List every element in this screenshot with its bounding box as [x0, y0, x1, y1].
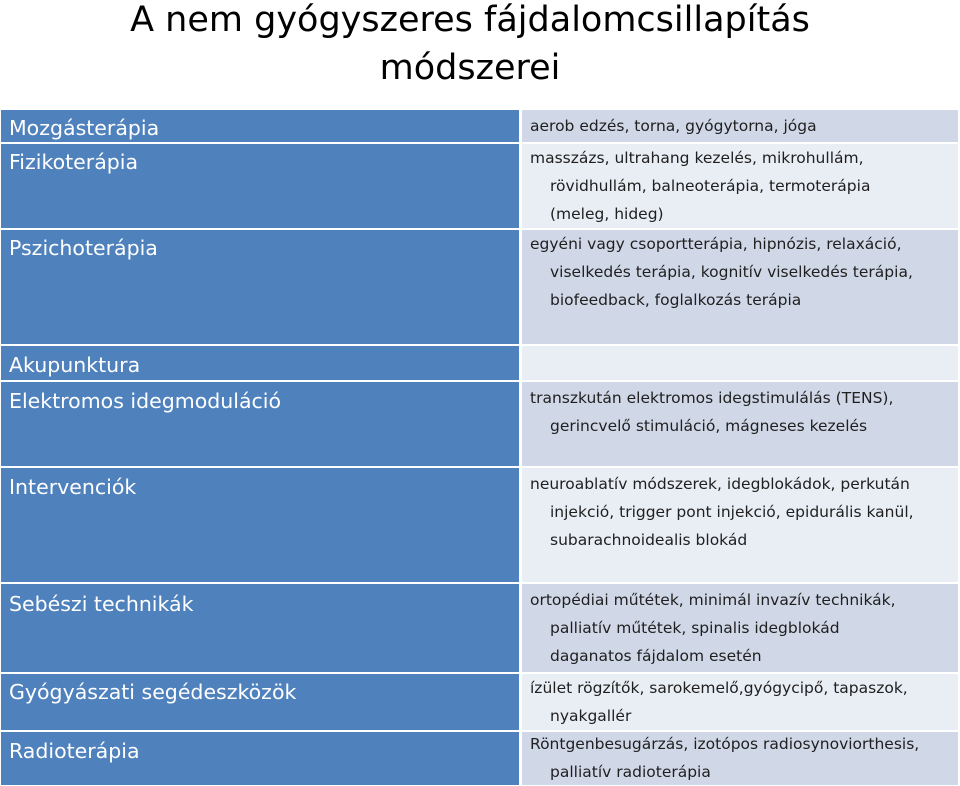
- row-description-cell: [522, 674, 958, 732]
- description-line: daganatos fájdalom esetén: [550, 647, 762, 665]
- table-row-fizikoterapia: [0, 144, 960, 230]
- row-description-cell: [522, 382, 958, 468]
- row-description-cell: [522, 732, 958, 785]
- row-description: [530, 384, 952, 440]
- row-label: Fizikoterápia: [9, 150, 139, 174]
- description-line: injekció, trigger pont injekció, epidurális kanül,: [550, 503, 914, 521]
- row-description: [530, 112, 952, 140]
- row-description-cell: [522, 144, 958, 230]
- row-description-cell: [522, 346, 958, 382]
- row-label-cell: [1, 584, 519, 674]
- row-label-cell: [1, 382, 519, 468]
- description-line: rövidhullám, balneoterápia, termoterápia: [550, 177, 871, 195]
- description-line: masszázs, ultrahang kezelés, mikrohullám,: [530, 149, 864, 167]
- description-line: transzkután elektromos idegstimulálás (TENS),: [530, 389, 894, 407]
- description-line: neuroablatív módszerek, idegblokádok, perkután: [530, 475, 910, 493]
- row-label-cell: [1, 346, 519, 382]
- table-row-pszichoterapia: [0, 230, 960, 346]
- page-title: [0, 0, 940, 92]
- row-description-cell: [522, 468, 958, 584]
- row-description: [530, 674, 952, 730]
- row-label: Radioterápia: [9, 739, 140, 763]
- table-row-mozgasterapia: [0, 110, 960, 144]
- description-line: (meleg, hideg): [550, 205, 664, 223]
- row-label-cell: [1, 110, 519, 144]
- row-description-cell: [522, 230, 958, 346]
- description-line: palliatív radioterápia: [550, 763, 711, 781]
- description-line: aerob edzés, torna, gyógytorna, jóga: [530, 117, 817, 135]
- row-label-cell: [1, 732, 519, 785]
- row-description: [530, 470, 952, 554]
- title-line-2: módszerei: [379, 48, 561, 88]
- description-line: nyakgallér: [550, 707, 632, 725]
- table-row-elektromos-idegmodulacio: [0, 382, 960, 468]
- row-label: Akupunktura: [9, 353, 141, 377]
- row-label: Intervenciók: [9, 475, 137, 499]
- table-row-sebeszi-technikak: [0, 584, 960, 674]
- row-label-cell: [1, 674, 519, 732]
- table-row-radioterapia: [0, 732, 960, 785]
- table-row-intervenciok: [0, 468, 960, 584]
- description-line: palliatív műtétek, spinalis idegblokád: [550, 619, 840, 637]
- row-label: Mozgásterápia: [9, 116, 160, 140]
- table-row-gyogyaszati-segedeszkozok: [0, 674, 960, 732]
- row-label: Sebészi technikák: [9, 592, 194, 616]
- description-line: gerincvelő stimuláció, mágneses kezelés: [550, 417, 868, 435]
- description-line: Röntgenbesugárzás, izotópos radiosynoviorthesis,: [530, 735, 920, 753]
- row-label-cell: [1, 144, 519, 230]
- row-label-cell: [1, 230, 519, 346]
- description-line: egyéni vagy csoportterápia, hipnózis, relaxáció,: [530, 235, 902, 253]
- table-row-akupunktura: [0, 346, 960, 382]
- row-label-cell: [1, 468, 519, 584]
- row-label: Pszichoterápia: [9, 236, 158, 260]
- row-description: [530, 730, 952, 786]
- description-line: ortopédiai műtétek, minimál invazív technikák,: [530, 591, 896, 609]
- row-description: [530, 586, 952, 670]
- row-description: [530, 230, 952, 314]
- description-line: viselkedés terápia, kognitív viselkedés terápia,: [550, 263, 913, 281]
- description-line: subarachnoidealis blokád: [550, 531, 748, 549]
- row-description-cell: [522, 110, 958, 144]
- row-label: Gyógyászati segédeszközök: [9, 680, 297, 704]
- row-description: [530, 144, 952, 228]
- title-line-1: A nem gyógyszeres fájdalomcsillapítás: [130, 0, 810, 40]
- description-line: biofeedback, foglalkozás terápia: [550, 291, 802, 309]
- description-line: ízület rögzítők, sarokemelő,gyógycipő, tapaszok,: [530, 679, 908, 697]
- row-description-cell: [522, 584, 958, 674]
- row-label: Elektromos idegmoduláció: [9, 389, 282, 413]
